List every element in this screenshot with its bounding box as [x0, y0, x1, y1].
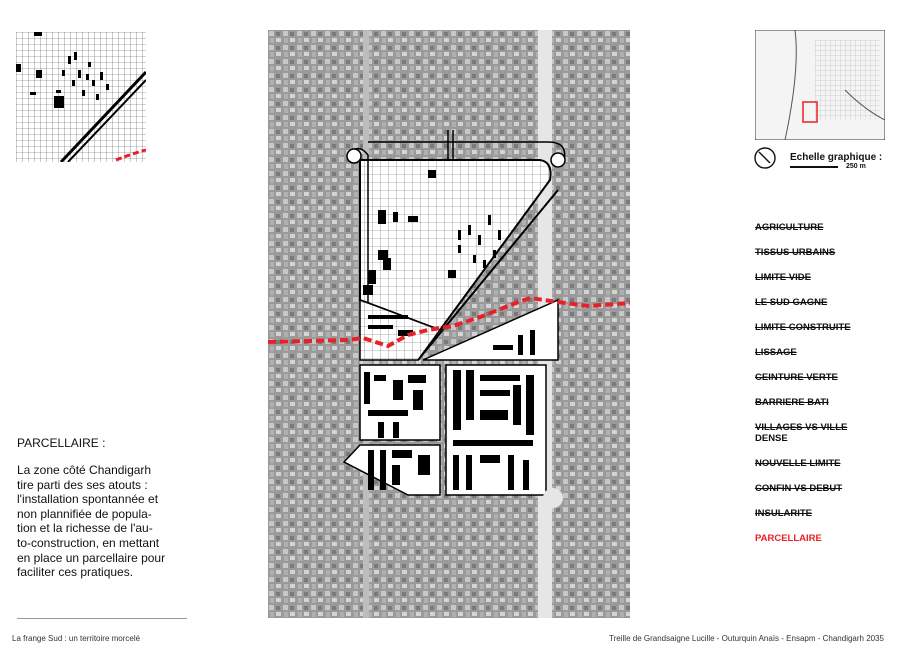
menu-item-villages-line2: DENSE — [755, 433, 788, 444]
divider — [17, 618, 187, 619]
footer-left: La frange Sud : un territoire morcelé — [12, 634, 141, 643]
menu-item-limite-construite[interactable]: LIMITE CONSTRUITE — [755, 322, 851, 333]
body-line: en place un parcellaire pour — [17, 550, 166, 565]
main-aerial-map — [268, 30, 630, 618]
menu-item-confin-vs-debut[interactable]: CONFIN VS DEBUT — [755, 483, 843, 494]
body-line: faciliter ces pratiques. — [17, 565, 134, 580]
body-line: to-construction, en mettant — [17, 535, 160, 550]
menu-item-limite-vide[interactable]: LIMITE VIDE — [755, 272, 811, 283]
menu-item-nouvelle-limite[interactable]: NOUVELLE LIMITE — [755, 458, 841, 469]
menu-item-villages-line1: VILLAGES VS VILLE — [755, 422, 848, 433]
menu-item-ceinture-verte[interactable]: CEINTURE VERTE — [755, 372, 838, 383]
body-line: l'installation spontannée et — [17, 492, 159, 507]
locator-map — [755, 30, 885, 140]
north-arrow-icon — [754, 147, 776, 169]
menu-item-villages-vs-ville[interactable] — [755, 422, 895, 444]
menu-item-tissus-urbains[interactable]: TISSUS URBAINS — [755, 247, 836, 258]
menu-item-barriere-bati[interactable]: BARRIERE BATI — [755, 397, 829, 408]
section-title: PARCELLAIRE : — [17, 436, 106, 450]
menu-item-parcellaire[interactable]: PARCELLAIRE — [755, 533, 822, 544]
body-line: La zone côté Chandigarh — [17, 463, 152, 477]
menu-item-le-sud-gagne[interactable]: LE SUD GAGNE — [755, 297, 828, 308]
scale-label: Echelle graphique : — [790, 152, 883, 163]
chapter-menu — [755, 222, 895, 544]
body-line: tion et la richesse de l'au- — [17, 521, 153, 536]
footer-right: Treille de Grandsaigne Lucille - Outurquin Anaïs - Ensapm - Chandigarh 2035 — [609, 634, 884, 643]
menu-item-agriculture[interactable]: AGRICULTURE — [755, 222, 824, 233]
body-line: non plannifiée de popula- — [17, 506, 152, 521]
menu-item-insularite[interactable]: INSULARITE — [755, 508, 812, 519]
menu-item-lissage[interactable]: LISSAGE — [755, 347, 797, 358]
inset-detail-map — [16, 32, 146, 162]
section-body — [17, 463, 187, 580]
scale-value: 250 m — [846, 163, 866, 170]
scale-bar — [790, 166, 838, 168]
body-line: tire parti des ses atouts : — [17, 477, 148, 492]
